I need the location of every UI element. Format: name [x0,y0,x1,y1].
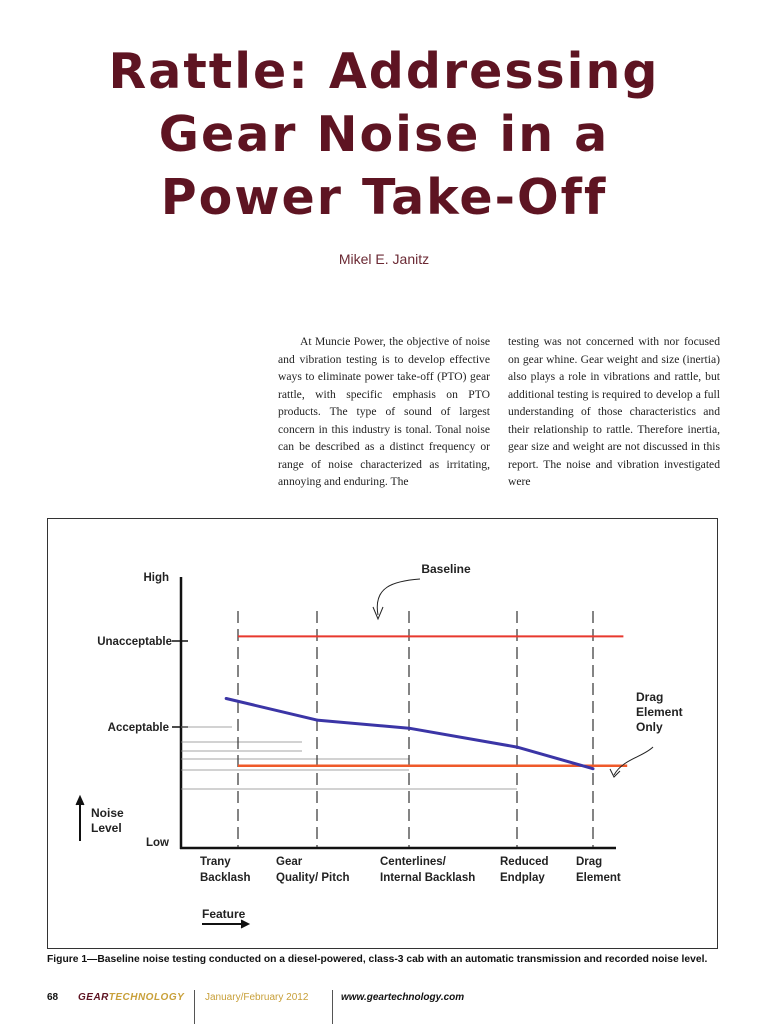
x-axis-title: Feature [202,907,246,921]
annotation-drag-element-label: Drag [636,690,664,704]
x-category-label: Internal Backlash [380,872,476,884]
x-category-label: Backlash [200,872,251,884]
x-category-label: Centerlines/ [380,856,446,868]
series-point [225,697,228,700]
magazine-logo [78,992,184,1003]
series-point [408,727,411,730]
annotation-baseline-label: Baseline [421,562,471,576]
y-level-label-acceptable: Acceptable [107,722,169,734]
y-axis-title: Noise [91,806,124,820]
series-point [516,746,519,749]
page-number: 68 [47,992,59,1003]
x-category-label: Drag [576,856,603,868]
logo-gear: GEAR [78,992,109,1003]
title-line-1: Rattle: Addressing [108,43,660,100]
x-category-label: Reduced [500,856,549,868]
article-title [0,40,768,229]
y-level-label-high: High [143,572,169,584]
issue-date: January/February 2012 [205,992,309,1003]
series-point [316,719,319,722]
annotation-drag-element-label: Element [636,705,683,719]
title-line-2: Gear Noise in a [158,106,610,163]
title-line-3: Power Take-Off [160,169,608,226]
series-point [592,767,595,770]
x-category-label: Endplay [500,872,545,884]
y-axis-title-arrowhead [76,796,84,805]
x-axis-title-arrowhead [241,920,249,928]
figure-caption: Figure 1—Baseline noise testing conducted on a diesel-powered, class-3 cab with an automatic transmission and recorded noise level. [47,954,708,965]
x-category-label: Element [576,872,621,884]
author-byline: Mikel E. Janitz [338,251,430,267]
footer-divider [332,990,333,1024]
figure-1 [47,518,718,949]
y-level-label-unacceptable: Unacceptable [97,636,172,648]
y-level-label-low: Low [146,837,169,849]
website-link[interactable]: www.geartechnology.com [341,992,465,1003]
footer-divider [194,990,195,1024]
annotation-arrow [614,747,653,775]
annotation-arrow [377,579,420,615]
y-axis-title: Level [91,821,122,835]
body-column-2: testing was not concerned with nor focused on gear whine. Gear weight and size (inertia) also plays a role in vibrations and rattle, but additional testing is required to develop a full understanding of those characteristics and their relationship to rattle. Therefore inertia, gear size and weight are not discussed in this report. The noise and vibration investigated were [508,335,720,488]
x-category-label: Trany [200,856,231,868]
body-column-1: At Muncie Power, the objective of noise and vibration testing is to develop effective ways to eliminate power take-off (PTO) gear rattle, with specific emphasis on PTO products. The type of sound of largest concern in this industry is tonal. Tonal noise can be described as a distinct frequency or range of noise characterized as irritating, annoying and enduring. The [278,335,490,488]
annotation-drag-element-label: Only [636,720,663,734]
logo-technology: TECHNOLOGY [108,992,185,1003]
page-footer [0,990,768,1024]
x-category-label: Gear [276,856,303,868]
x-category-label: Quality/ Pitch [276,872,350,884]
noise-level-chart [48,519,719,950]
